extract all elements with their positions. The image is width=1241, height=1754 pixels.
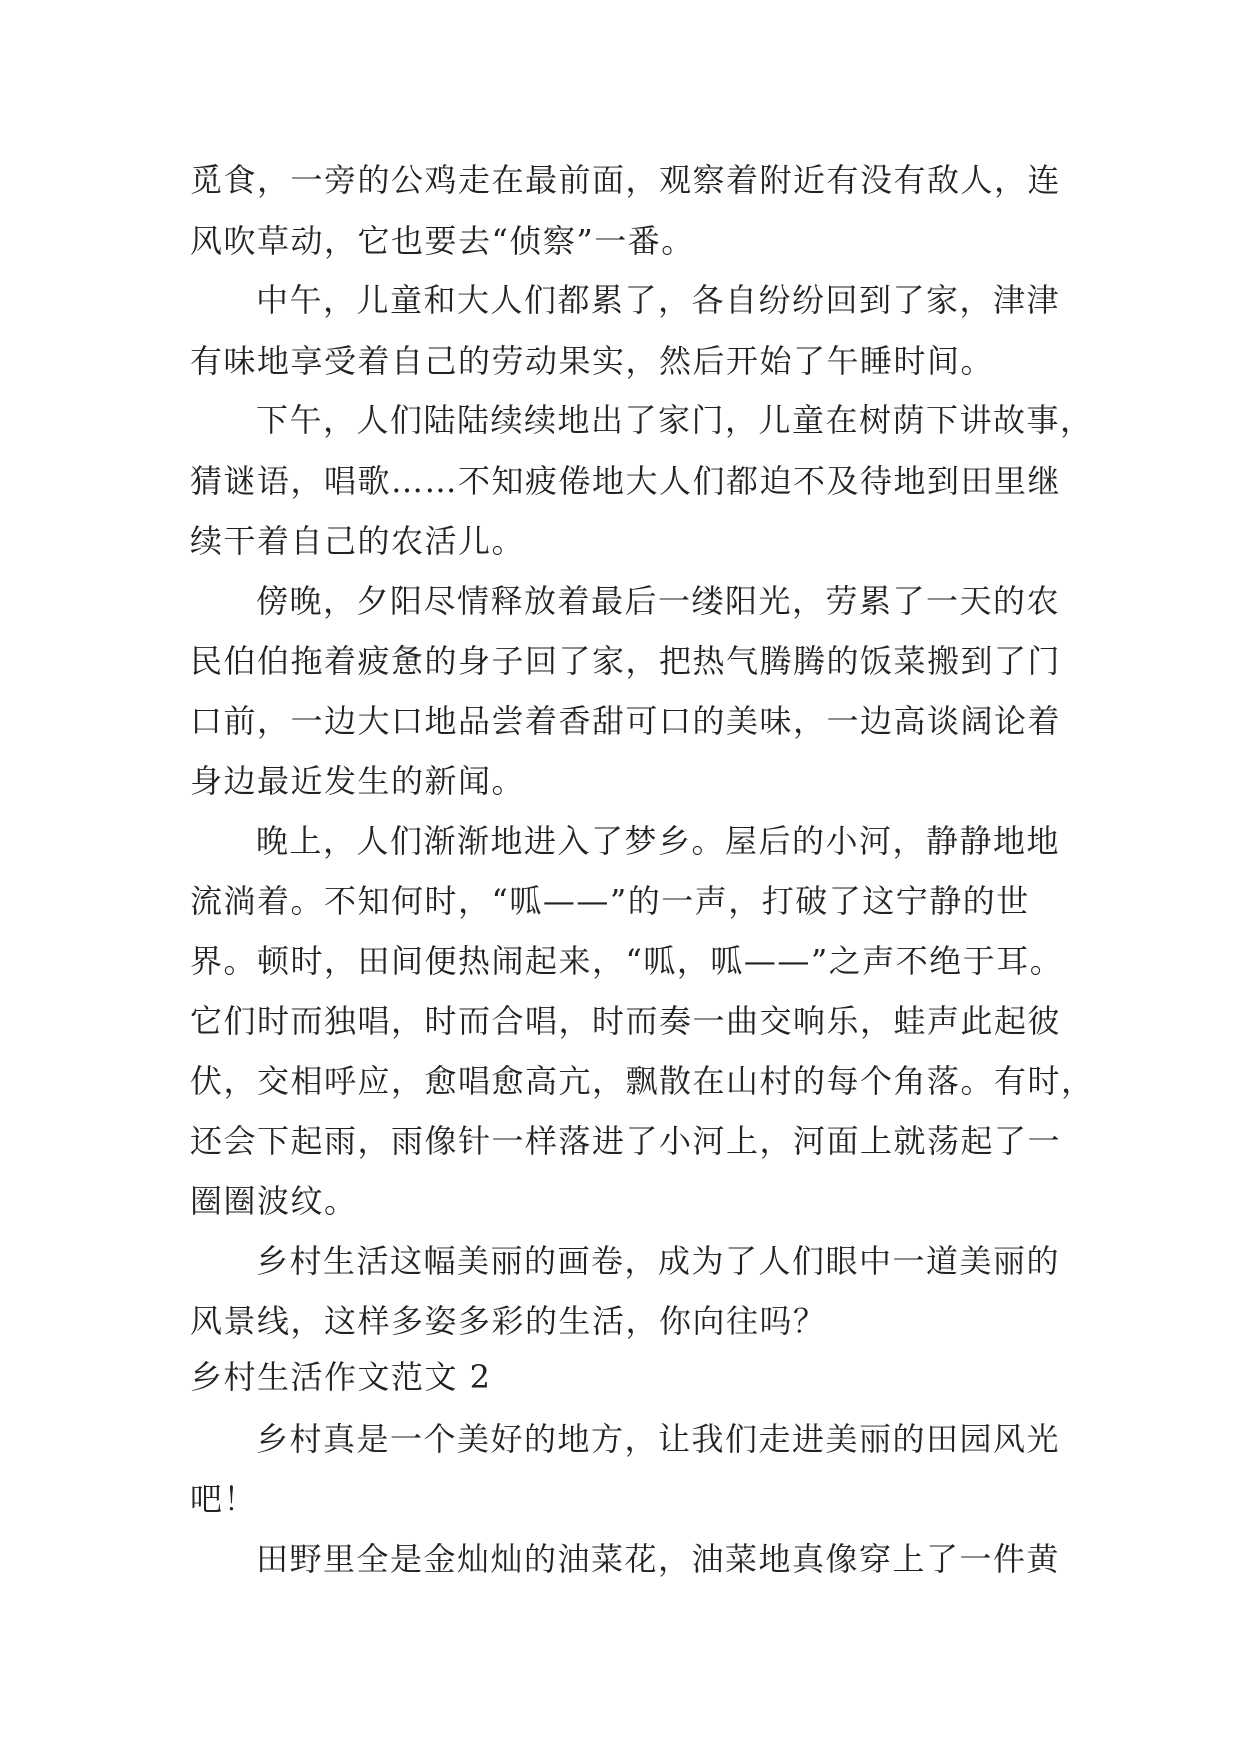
text-line-11: 身边最近发生的新闻。 [190,762,526,800]
text-line-24: 田野里全是金灿灿的油菜花，油菜地真像穿上了一件黄 [256,1540,1061,1578]
text-line-5: 下午，人们陆陆续续地出了家门，儿童在树荫下讲故事， [256,401,1094,439]
text-line-19: 乡村生活这幅美丽的画卷，成为了人们眼中一道美丽的 [256,1242,1061,1280]
text-line-23: 吧！ [190,1480,258,1518]
text-line-7: 续干着自己的农活儿。 [190,522,526,560]
section-heading: 乡村生活作文范文 2 [190,1358,492,1396]
text-line-9: 民伯伯拖着疲惫的身子回了家，把热气腾腾的饭菜搬到了门 [190,642,1062,680]
text-line-17: 还会下起雨，雨像针一样落进了小河上，河面上就荡起了一 [190,1122,1062,1160]
text-line-2: 风吹草动，它也要去“侦察”一番。 [190,222,695,260]
text-line-1: 觅食，一旁的公鸡走在最前面，观察着附近有没有敌人，连 [190,161,1062,199]
text-line-3: 中午，儿童和大人们都累了，各自纷纷回到了家，津津 [256,281,1061,319]
text-line-18: 圈圈波纹。 [190,1182,358,1220]
text-line-20: 风景线，这样多姿多彩的生活，你向往吗？ [190,1302,827,1340]
text-line-4: 有味地享受着自己的劳动果实，然后开始了午睡时间。 [190,342,995,380]
text-line-16: 伏，交相呼应，愈唱愈高亢，飘散在山村的每个角落。有时， [190,1062,1095,1100]
text-line-12: 晚上，人们渐渐地进入了梦乡。屋后的小河，静静地地 [256,822,1061,860]
text-line-22: 乡村真是一个美好的地方，让我们走进美丽的田园风光 [256,1420,1061,1458]
text-line-10: 口前，一边大口地品尝着香甜可口的美味，一边高谈阔论着 [190,702,1062,740]
text-line-13: 流淌着。不知何时，“呱——”的一声，打破了这宁静的世 [190,882,1030,920]
text-line-14: 界。顿时，田间便热闹起来，“呱，呱——”之声不绝于耳。 [190,942,1064,980]
text-line-6: 猜谜语，唱歌……不知疲倦地大人们都迫不及待地到田里继 [190,462,1062,500]
text-line-8: 傍晚，夕阳尽情释放着最后一缕阳光，劳累了一天的农 [256,582,1061,620]
text-line-15: 它们时而独唱，时而合唱，时而奏一曲交响乐，蛙声此起彼 [190,1002,1062,1040]
